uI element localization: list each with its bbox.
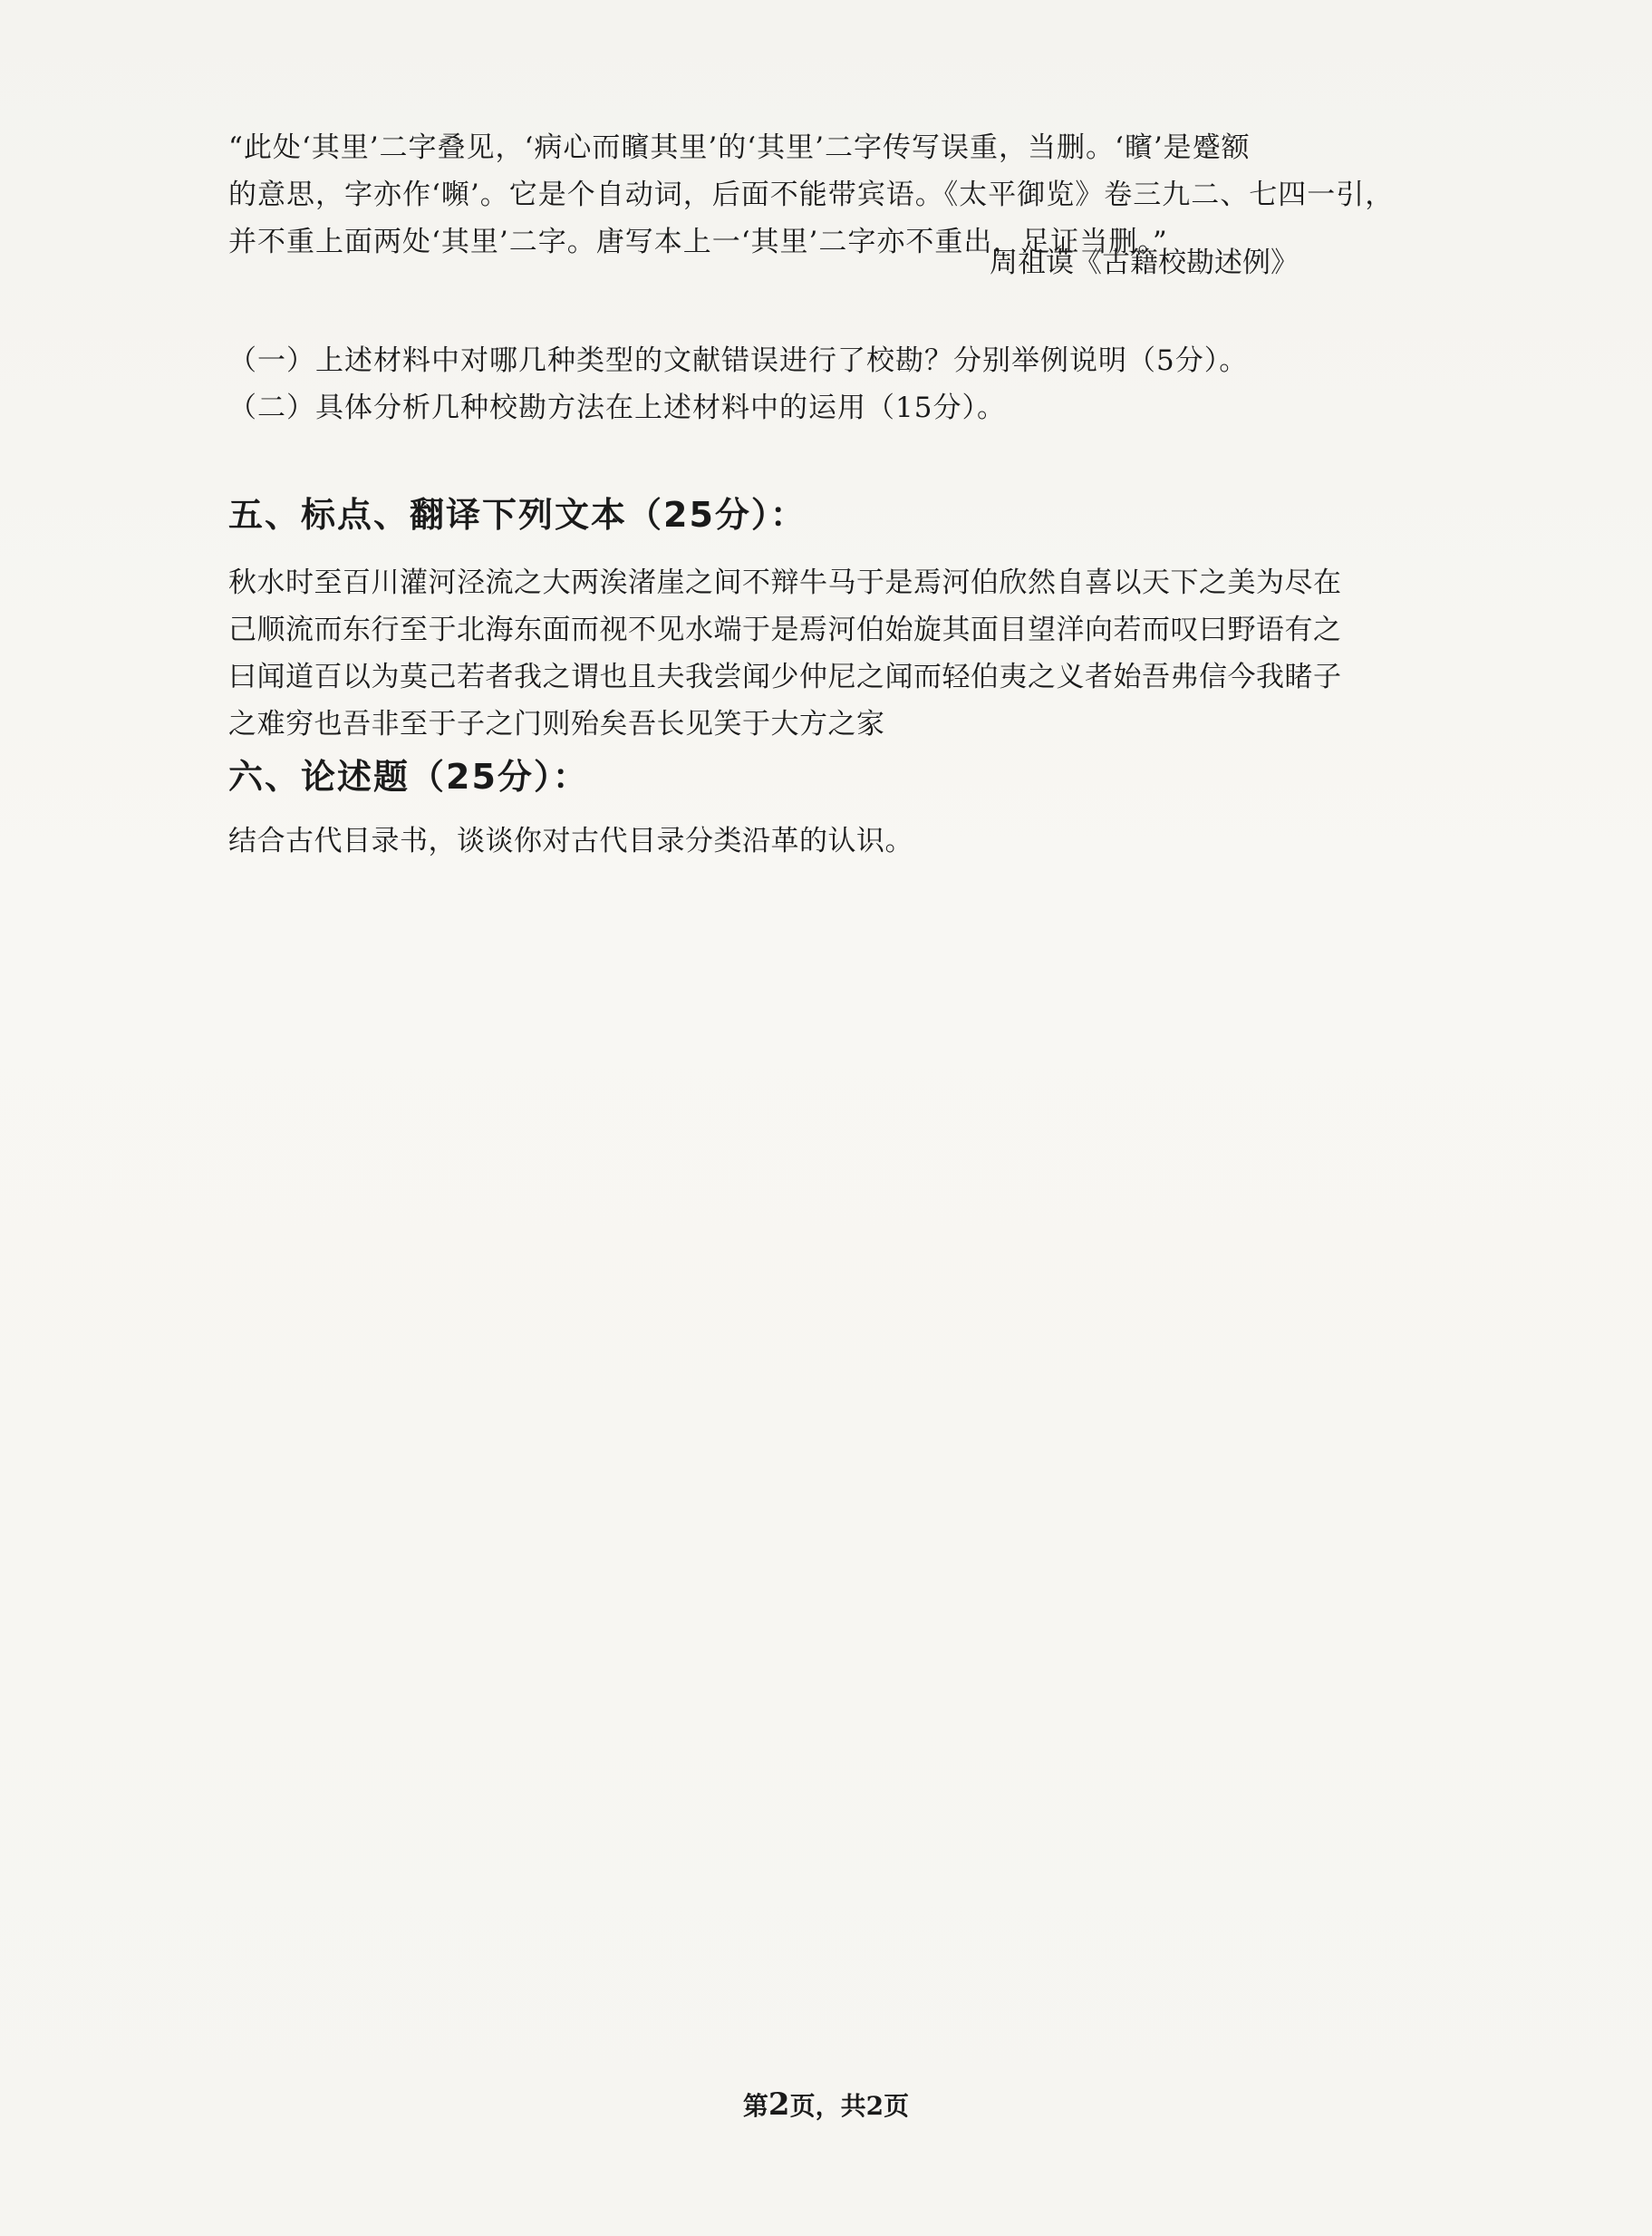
- section-5-line-4: 之难穷也吾非至于子之门则殆矣吾长见笑于大方之家: [228, 708, 885, 740]
- section-5-line-1: 秋水时至百川灌河泾流之大两涘渚崖之间不辩牛马于是焉河伯欣然自喜以天下之美为尽在: [228, 566, 1342, 599]
- quote-line-3: 并不重上面两处‘其里’二字。唐写本上一‘其里’二字亦不重出，足证当删。”: [228, 226, 1168, 258]
- quote-line-1: “此处‘其里’二字叠见，‘病心而矉其里’的‘其里’二字传写误重，当删。‘矉’是蹙额: [228, 131, 1251, 164]
- section-5: [228, 492, 1397, 748]
- quote-source: 周祖谟《古籍校勘述例》: [990, 247, 1299, 279]
- questions-block: [228, 337, 1397, 431]
- page-number-footer: [0, 2086, 1652, 2123]
- quote-line-2: 的意思，字亦作‘嚬’。它是个自动词，后面不能带宾语。《太平御览》卷三九二、七四一引，: [228, 179, 1395, 211]
- section-6: [228, 754, 1397, 865]
- question-1: （一）上述材料中对哪几种类型的文献错误进行了校勘？分别举例说明（5分）。: [228, 344, 1249, 377]
- section-5-line-2: 己顺流而东行至于北海东面而视不见水端于是焉河伯始旋其面目望洋向若而叹曰野语有之: [228, 614, 1342, 646]
- footer-total: 2: [865, 2091, 884, 2121]
- footer-suffix: 页: [884, 2091, 910, 2121]
- footer-page: 2: [768, 2086, 790, 2123]
- section-6-title: 六、论述题（25分）：: [228, 757, 589, 797]
- footer-prefix: 第: [742, 2091, 768, 2121]
- section-5-title: 五、标点、翻译下列文本（25分）：: [228, 495, 807, 535]
- footer-middle: 页，共: [789, 2091, 866, 2121]
- section-6-text: 结合古代目录书，谈谈你对古代目录分类沿革的认识。: [228, 825, 913, 857]
- section-5-line-3: 曰闻道百以为莫己若者我之谓也且夫我尝闻少仲尼之闻而轻伯夷之义者始吾弗信今我睹子: [228, 661, 1342, 693]
- question-2: （二）具体分析几种校勘方法在上述材料中的运用（15分）。: [228, 392, 1006, 424]
